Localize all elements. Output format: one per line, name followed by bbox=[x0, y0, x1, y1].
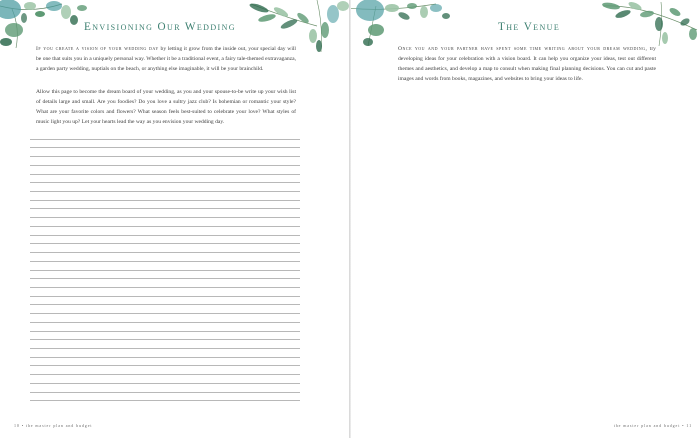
writing-line[interactable] bbox=[30, 297, 300, 306]
writing-line[interactable] bbox=[30, 227, 300, 236]
writing-line[interactable] bbox=[30, 183, 300, 192]
watercolor-leaves-icon bbox=[351, 0, 456, 50]
intro-lead-in: If you create a vision of your wedding day bbox=[36, 46, 159, 52]
venue-text: try developing ideas for your celebration with a vision board. It can help you organize your ideas, test out different themes and aesthetics, and develop a map to consult when making final planning decisions. You can cut and paste images and words from books, magazines, and websites to bring your ideas to life. bbox=[398, 46, 656, 82]
writing-line[interactable] bbox=[30, 384, 300, 393]
writing-line[interactable] bbox=[30, 140, 300, 149]
page-title: The Venue bbox=[498, 21, 561, 33]
writing-line[interactable] bbox=[30, 323, 300, 332]
writing-line[interactable] bbox=[30, 279, 300, 288]
writing-line[interactable] bbox=[30, 201, 300, 210]
writing-line[interactable] bbox=[30, 262, 300, 271]
writing-line[interactable] bbox=[30, 288, 300, 297]
writing-line[interactable] bbox=[30, 349, 300, 358]
writing-line[interactable] bbox=[30, 166, 300, 175]
writing-line[interactable] bbox=[30, 218, 300, 227]
page-title: Envisioning Our Wedding bbox=[84, 21, 236, 33]
writing-line[interactable] bbox=[30, 175, 300, 184]
page-folio: the master plan and budget • 11 bbox=[613, 423, 692, 428]
intro-text: by letting it grow from the inside out, your special day will be one that suits you in a uniquely personal way. Whether it be a traditional event, a fairy tale-themed extravaganza, a garden party wedding, nuptials on the beach, or anything else imaginable, it will be your brainchild. bbox=[36, 46, 296, 72]
writing-line[interactable] bbox=[30, 314, 300, 323]
writing-line[interactable] bbox=[30, 148, 300, 157]
writing-line[interactable] bbox=[30, 393, 300, 402]
writing-line[interactable] bbox=[30, 305, 300, 314]
intro-paragraph bbox=[36, 45, 296, 75]
writing-line[interactable] bbox=[30, 236, 300, 245]
writing-line[interactable] bbox=[30, 375, 300, 384]
page-folio: 10 • the master plan and budget bbox=[14, 423, 93, 428]
writing-line[interactable] bbox=[30, 366, 300, 375]
writing-line[interactable] bbox=[30, 157, 300, 166]
right-page bbox=[351, 0, 700, 438]
venue-paragraph bbox=[398, 45, 656, 85]
writing-line[interactable] bbox=[30, 358, 300, 367]
writing-line[interactable] bbox=[30, 340, 300, 349]
writing-line[interactable] bbox=[30, 209, 300, 218]
writing-line[interactable] bbox=[30, 244, 300, 253]
writing-line[interactable] bbox=[30, 253, 300, 262]
writing-line[interactable] bbox=[30, 131, 300, 140]
left-page bbox=[0, 0, 349, 438]
writing-line[interactable] bbox=[30, 271, 300, 280]
writing-line[interactable] bbox=[30, 332, 300, 341]
eucalyptus-foliage-icon bbox=[0, 0, 95, 50]
dream-board-paragraph: Allow this page to become the dream board of your wedding, as you and your spouse-to-be write up your wish list of details large and small. Are you foodies? Do you love a sultry jazz club? Is bohemian or romantic your style? What are your favorite colors and flowers? What season feels best-suited to celebrate your love? What styles of music light you up? Let your hearts lead the way as you envision your wedding day. bbox=[36, 89, 296, 125]
fern-branch-icon bbox=[601, 0, 700, 50]
writing-line[interactable] bbox=[30, 192, 300, 201]
writing-lines[interactable] bbox=[30, 131, 300, 401]
venue-lead-in: Once you and your partner have spent some time writing about your dream wedding, bbox=[398, 46, 648, 52]
